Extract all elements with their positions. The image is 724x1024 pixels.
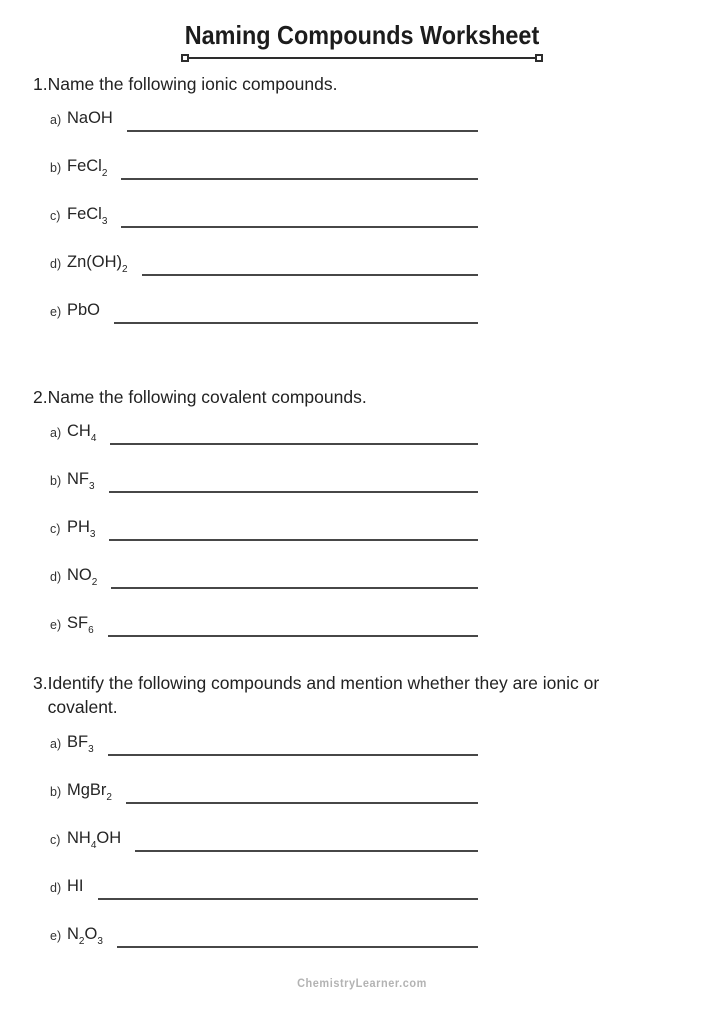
question-3 bbox=[33, 671, 724, 948]
question-text: Name the following covalent compounds. bbox=[47, 387, 367, 407]
compound-item-3d bbox=[50, 876, 478, 900]
compound-formula: PbO bbox=[67, 301, 101, 319]
answer-blank bbox=[142, 252, 478, 276]
question-text: Identify the following compounds and mention whether they are ionic or covalent. bbox=[47, 673, 600, 717]
worksheet-header bbox=[0, 20, 724, 62]
compound-formula: FeCl$_3$ bbox=[67, 205, 108, 227]
question-number: 1. bbox=[33, 74, 48, 94]
item-label: c) bbox=[50, 833, 61, 847]
compound-formula: $CH_4$ bbox=[67, 422, 97, 444]
compound-formula: HI bbox=[67, 877, 84, 895]
compound-item-1e bbox=[50, 300, 478, 324]
compound-formula: NaOH bbox=[67, 109, 113, 127]
rule-right-square-icon bbox=[535, 54, 543, 62]
compound-formula: $N_2O_3$ bbox=[67, 925, 103, 947]
compound-item-2c bbox=[50, 517, 478, 541]
answer-blank bbox=[121, 156, 478, 180]
question-number: 2. bbox=[33, 387, 48, 407]
page-title: Naming Compounds Worksheet bbox=[184, 20, 540, 50]
compound-formula: $PH_3$ bbox=[67, 518, 96, 540]
compound-item-3b bbox=[50, 780, 478, 804]
item-label: b) bbox=[50, 161, 62, 175]
item-label: a) bbox=[50, 426, 62, 440]
footer-watermark: ChemistryLearner.com bbox=[297, 978, 427, 990]
compound-formula: MgBr$_2$ bbox=[67, 781, 112, 803]
item-label: c) bbox=[50, 209, 61, 223]
item-label: d) bbox=[50, 570, 62, 584]
answer-blank bbox=[111, 565, 478, 589]
compound-formula: $NO_2$ bbox=[67, 566, 98, 588]
compound-formula: $NF_3$ bbox=[67, 470, 95, 492]
answer-blank bbox=[121, 204, 478, 228]
answer-blank bbox=[108, 732, 478, 756]
title-underline bbox=[181, 53, 543, 62]
compound-item-1c bbox=[50, 204, 478, 228]
compound-item-1d bbox=[50, 252, 478, 276]
question-number: 3. bbox=[33, 673, 48, 693]
compound-item-3e bbox=[50, 924, 478, 948]
item-label: a) bbox=[50, 113, 62, 127]
item-label: b) bbox=[50, 785, 62, 799]
question-2 bbox=[33, 385, 724, 637]
compound-item-1a bbox=[50, 108, 478, 132]
item-label: a) bbox=[50, 737, 62, 751]
answer-blank bbox=[126, 780, 478, 804]
item-label: b) bbox=[50, 474, 62, 488]
compound-item-2e bbox=[50, 613, 478, 637]
answer-blank bbox=[114, 300, 478, 324]
question-prompt bbox=[33, 385, 724, 409]
question-1 bbox=[33, 72, 724, 324]
compound-item-2a bbox=[50, 421, 478, 445]
compound-item-2d bbox=[50, 565, 478, 589]
compound-formula: $SF_6$ bbox=[67, 614, 94, 636]
answer-blank bbox=[117, 924, 478, 948]
question-items bbox=[50, 108, 478, 324]
item-label: e) bbox=[50, 305, 62, 319]
rule-left-square-icon bbox=[181, 54, 189, 62]
compound-formula: $Zn(OH)_2$ bbox=[67, 253, 128, 275]
question-prompt bbox=[33, 671, 724, 719]
compound-item-3a bbox=[50, 732, 478, 756]
compound-item-1b bbox=[50, 156, 478, 180]
answer-blank bbox=[109, 469, 478, 493]
question-text: Name the following ionic compounds. bbox=[47, 74, 338, 94]
compound-item-2b bbox=[50, 469, 478, 493]
compound-formula: $NH_4OH$ bbox=[67, 829, 122, 851]
item-label: e) bbox=[50, 929, 62, 943]
questions-list bbox=[0, 72, 724, 948]
answer-blank bbox=[135, 828, 478, 852]
compound-formula: FeCl$_2$ bbox=[67, 157, 108, 179]
answer-blank bbox=[108, 613, 478, 637]
question-items bbox=[50, 732, 478, 948]
rule-line bbox=[189, 57, 535, 59]
item-label: d) bbox=[50, 881, 62, 895]
answer-blank bbox=[127, 108, 478, 132]
compound-formula: $BF_3$ bbox=[67, 733, 94, 755]
question-prompt bbox=[33, 72, 724, 96]
item-label: d) bbox=[50, 257, 62, 271]
answer-blank bbox=[98, 876, 479, 900]
question-items bbox=[50, 421, 478, 637]
item-label: e) bbox=[50, 618, 62, 632]
item-label: c) bbox=[50, 522, 61, 536]
answer-blank bbox=[110, 421, 478, 445]
compound-item-3c bbox=[50, 828, 478, 852]
answer-blank bbox=[109, 517, 478, 541]
